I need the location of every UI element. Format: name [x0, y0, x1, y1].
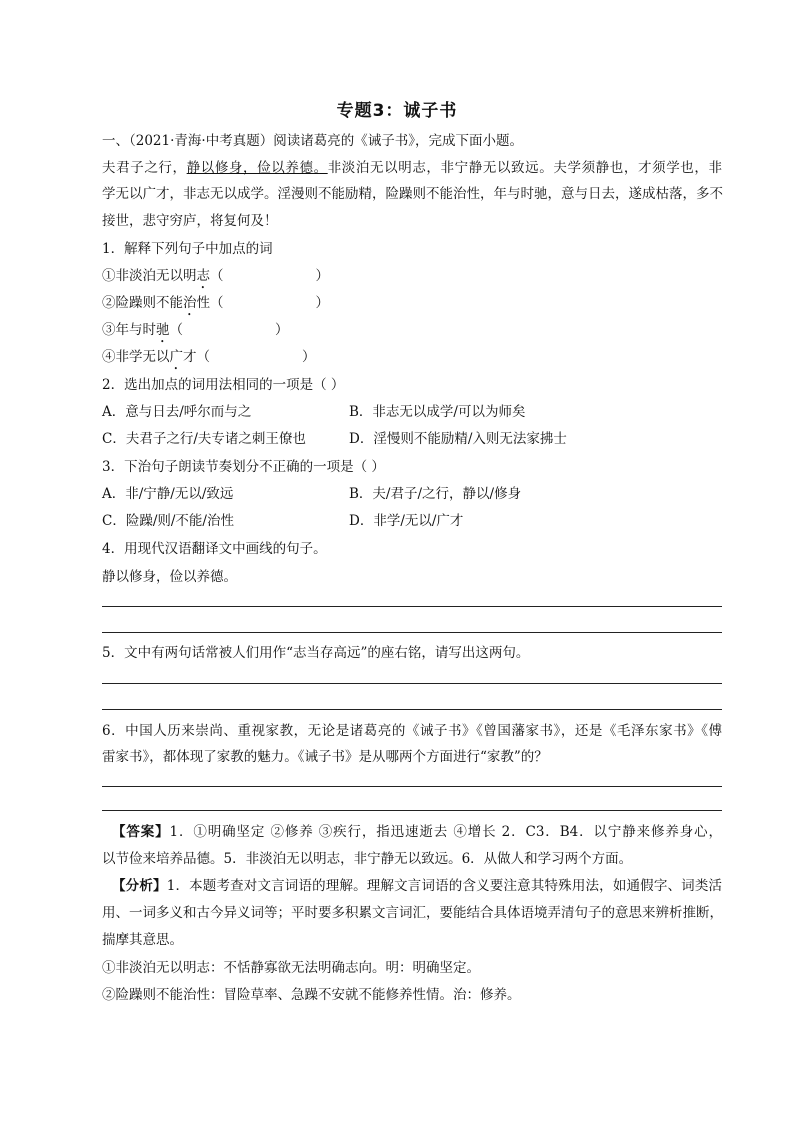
- analysis-point-1: ①非淡泊无以明志：不恬静寡欲无法明确志向。明：明确坚定。: [102, 960, 480, 976]
- answer-line: [102, 786, 722, 787]
- passage-line-1: 夫君子之行，静以修身，俭以养德。非淡泊无以明志，非宁静无以致远。夫学须静也，才须学也，非: [102, 160, 723, 176]
- q1-item-1: ①非淡泊无以明志（ ）: [102, 268, 329, 284]
- q1-item-3: ③年与时驰（ ）: [102, 322, 289, 338]
- q3-option-b: B．夫/君子/之行，静以/修身: [349, 486, 522, 502]
- q3-option-d: D．非学/无以/广才: [349, 513, 464, 529]
- analysis-point-2: ②险躁则不能治性：冒险草率、急躁不安就不能修养性情。治：修养。: [102, 987, 521, 1003]
- q4-sentence: 静以修身，俭以养德。: [102, 569, 237, 585]
- answer-line-1: 【答案】1．①明确坚定 ②修养 ③疾行，指迅速逝去 ④增长 2．C3．B4．以宁静来修养身心，: [112, 824, 723, 840]
- passage-line-2: 学无以广才，非志无以成学。淫漫则不能励精，险躁则不能治性，年与时驰，意与日去，遂成枯落，多不: [102, 186, 723, 202]
- intro-line: 一、（2021·青海·中考真题）阅读诸葛亮的《诫子书》，完成下面小题。: [102, 133, 523, 149]
- q2-option-c: C．夫君子之行/夫专诸之刺王僚也: [102, 431, 306, 447]
- q1-item-4: ④非学无以广才（ ）: [102, 349, 316, 365]
- answer-line: [102, 810, 722, 811]
- q2-option-d: D．淫慢则不能励精/入则无法家拂士: [349, 431, 567, 447]
- answer-label: 【答案】: [112, 824, 170, 840]
- answer-line: [102, 709, 722, 710]
- q3-option-a: A．非/宁静/无以/致远: [102, 486, 234, 502]
- analysis-line-1: 【分析】1．本题考查对文言词语的理解。理解文言词语的含义要注意其特殊用法，如通假字、词类活: [112, 878, 723, 894]
- q4-stem: 4．用现代汉语翻译文中画线的句子。: [102, 541, 327, 557]
- answer-line: [102, 632, 722, 633]
- q6-line-2: 雷家书》，都体现了家教的魅力。《诫子书》是从哪两个方面进行“家教”的？: [102, 749, 548, 765]
- analysis-line-3: 揣摩其意思。: [102, 932, 183, 948]
- q5-stem: 5．文中有两句话常被人们用作“志当存高远”的座右铭，请写出这两句。: [102, 645, 530, 661]
- analysis-line-2: 用、一词多义和古今异义词等；平时要多积累文言词汇，要能结合具体语境弄清句子的意思来辨析推断，: [102, 905, 723, 921]
- analysis-label: 【分析】: [112, 878, 167, 894]
- page-title: 专题3：诚子书: [336, 101, 458, 121]
- q2-option-b: B．非志无以成学/可以为师矣: [349, 404, 526, 420]
- q3-option-c: C．险躁/则/不能/治性: [102, 513, 234, 529]
- passage-line-3: 接世，悲守穷庐，将复何及！: [102, 213, 278, 229]
- q1-stem: 1．解释下列句子中加点的词: [102, 241, 273, 257]
- q3-stem: 3．下治句子朗读节奏划分不正确的一项是（ ）: [102, 459, 385, 475]
- q1-item-2: ②险躁则不能治性（ ）: [102, 295, 329, 311]
- q2-option-a: A．意与日去/呼尔而与之: [102, 404, 252, 420]
- answer-line: [102, 606, 722, 607]
- underlined-sentence: 静以修身，俭以养德。: [186, 160, 328, 176]
- answer-line-2: 以节俭来培养品德。5．非淡泊无以明志，非宁静无以致远。6．从做人和学习两个方面。: [102, 851, 633, 867]
- q2-stem: 2．选出加点的词用法相同的一项是（ ）: [102, 377, 345, 393]
- answer-line: [102, 683, 722, 684]
- q6-line-1: 6．中国人历来崇尚、重视家教，无论是诸葛亮的《诫子书》《曾国藩家书》，还是《毛泽东家书》《傅: [102, 723, 722, 739]
